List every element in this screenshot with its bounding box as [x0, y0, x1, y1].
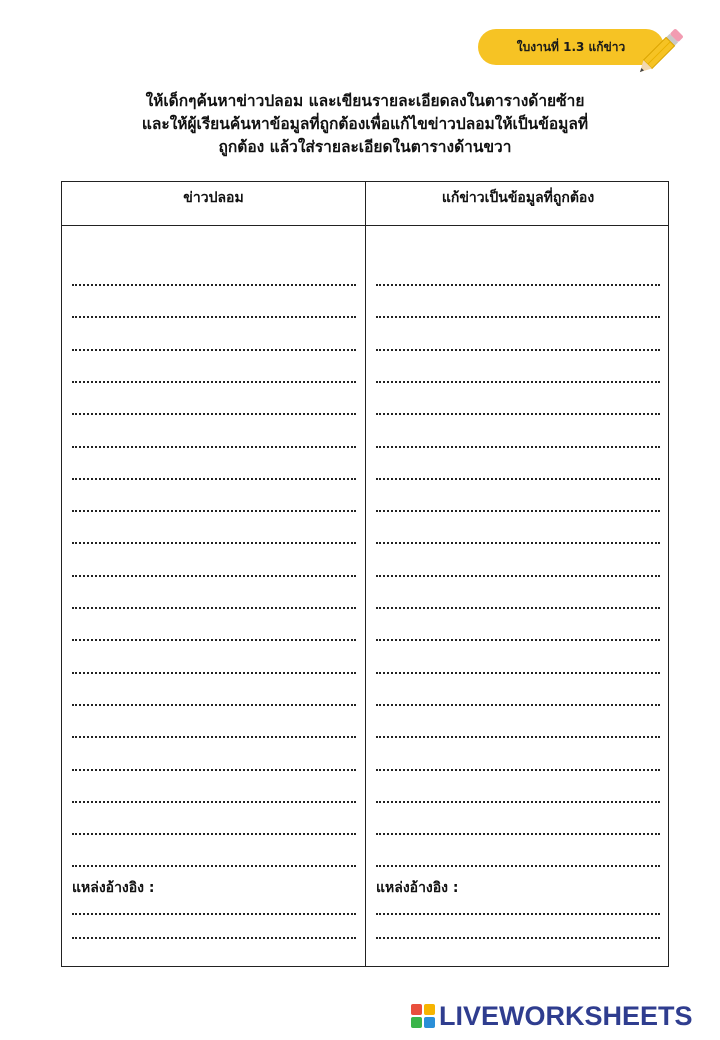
- writing-line[interactable]: [376, 575, 660, 577]
- writing-line[interactable]: [72, 639, 356, 641]
- right-reference-label: แหล่งอ้างอิง :: [376, 880, 459, 896]
- writing-line[interactable]: [376, 284, 660, 286]
- writing-line[interactable]: [72, 478, 356, 480]
- writing-line[interactable]: [376, 510, 660, 512]
- instructions: [60, 90, 670, 159]
- writing-line[interactable]: [376, 478, 660, 480]
- reference-line[interactable]: [376, 937, 660, 939]
- instruction-line-2: และให้ผู้เรียนค้นหาข้อมูลที่ถูกต้องเพื่อแก้ไขข่าวปลอมให้เป็นข้อมูลที่: [141, 115, 589, 133]
- writing-line[interactable]: [72, 510, 356, 512]
- logo-text: LIVEWORKSHEETS: [439, 1000, 693, 1031]
- fake-news-header: ข่าวปลอม: [183, 190, 244, 206]
- writing-line[interactable]: [376, 413, 660, 415]
- writing-line[interactable]: [72, 736, 356, 738]
- writing-line[interactable]: [72, 381, 356, 383]
- worksheet-badge-label: ใบงานที่ 1.3 แก้ข่าว: [516, 39, 626, 54]
- writing-line[interactable]: [376, 865, 660, 867]
- column-divider: [365, 182, 366, 966]
- writing-line[interactable]: [376, 381, 660, 383]
- writing-line[interactable]: [376, 704, 660, 706]
- writing-line[interactable]: [72, 542, 356, 544]
- reference-line[interactable]: [72, 913, 356, 915]
- writing-line[interactable]: [376, 736, 660, 738]
- pencil-icon: [628, 22, 690, 84]
- writing-line[interactable]: [72, 801, 356, 803]
- writing-line[interactable]: [376, 672, 660, 674]
- reference-line[interactable]: [72, 937, 356, 939]
- instruction-line-1: ให้เด็กๆค้นหาข่าวปลอม และเขียนรายละเอียดลงในตารางด้ายซ้าย: [145, 92, 585, 110]
- correct-info-column: [376, 226, 660, 966]
- writing-line[interactable]: [376, 801, 660, 803]
- writing-line[interactable]: [72, 672, 356, 674]
- writing-line[interactable]: [376, 769, 660, 771]
- reference-line[interactable]: [376, 913, 660, 915]
- writing-line[interactable]: [72, 316, 356, 318]
- writing-line[interactable]: [376, 639, 660, 641]
- writing-line[interactable]: [376, 542, 660, 544]
- writing-line[interactable]: [376, 833, 660, 835]
- writing-line[interactable]: [376, 446, 660, 448]
- left-reference-label: แหล่งอ้างอิง :: [72, 880, 155, 896]
- writing-line[interactable]: [72, 865, 356, 867]
- writing-line[interactable]: [72, 769, 356, 771]
- writing-line[interactable]: [376, 607, 660, 609]
- writing-line[interactable]: [72, 704, 356, 706]
- writing-line[interactable]: [72, 413, 356, 415]
- writing-line[interactable]: [72, 349, 356, 351]
- instruction-line-3: ถูกต้อง แล้วใส่รายละเอียดในตารางด้านขวา: [218, 138, 512, 156]
- logo-mark-icon: [411, 1004, 435, 1028]
- writing-line[interactable]: [72, 284, 356, 286]
- fake-news-column: [72, 226, 356, 966]
- liveworksheets-logo: [411, 1002, 693, 1030]
- writing-line[interactable]: [376, 349, 660, 351]
- worksheet-table: [61, 181, 669, 967]
- writing-line[interactable]: [72, 575, 356, 577]
- correct-info-header: แก้ข่าวเป็นข้อมูลที่ถูกต้อง: [441, 190, 595, 206]
- writing-line[interactable]: [376, 316, 660, 318]
- writing-line[interactable]: [72, 607, 356, 609]
- writing-line[interactable]: [72, 446, 356, 448]
- writing-line[interactable]: [72, 833, 356, 835]
